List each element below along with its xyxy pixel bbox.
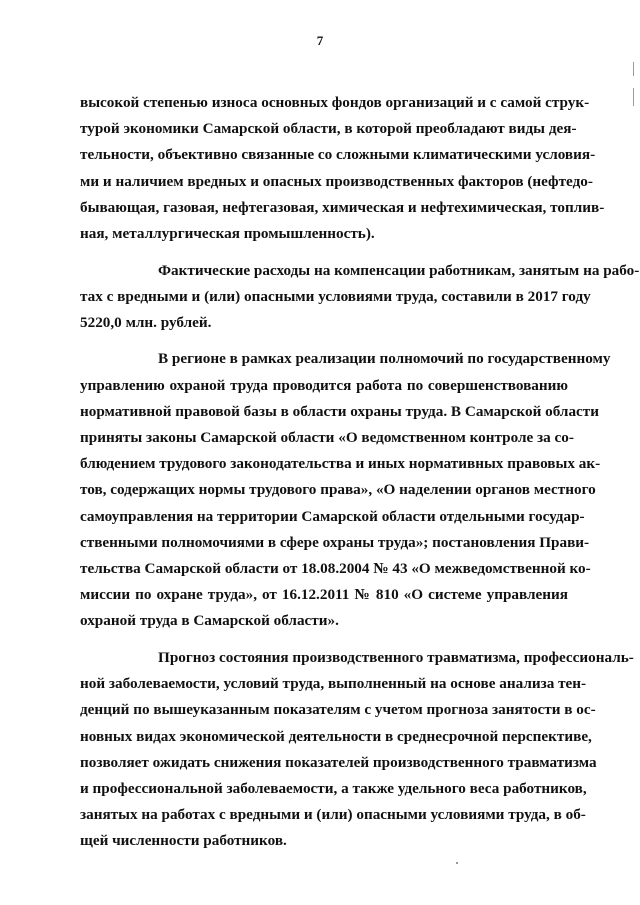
text-line: тов, содержащих нормы трудового права», «О наделении органов местного <box>80 481 596 499</box>
text-line: Фактические расходы на компенсации работникам, занятым на рабо- <box>158 261 640 279</box>
scan-speck <box>456 862 458 864</box>
text-line: охраной труда в Самарской области». <box>80 612 339 630</box>
text-line: ственными полномочиями в сфере охраны труда»; постановления Прави- <box>80 533 590 551</box>
text-line: блюдением трудового законодательства и иных нормативных правовых ак- <box>80 455 601 473</box>
paragraph <box>80 258 640 337</box>
text-line: миссии по охране труда», от 16.12.2011 № 810 «О системе управления <box>80 586 568 604</box>
text-line: Прогноз состояния производственного травматизма, профессиональ- <box>158 648 634 666</box>
body-text <box>80 90 640 865</box>
text-line: самоуправления на территории Самарской области отдельными государ- <box>80 507 585 525</box>
text-line: ная, металлургическая промышленность). <box>80 225 375 243</box>
text-line: ми и наличием вредных и опасных производственных факторов (нефтедо- <box>80 172 593 190</box>
text-line: высокой степенью износа основных фондов организаций и с самой струк- <box>80 94 590 111</box>
paragraph <box>80 346 611 634</box>
paragraph <box>80 90 605 247</box>
text-line: тельности, объективно связанные со сложными климатическими условия- <box>80 146 596 164</box>
text-line: и профессиональной заболеваемости, а также удельного веса работников, <box>80 779 587 797</box>
text-line: приняты законы Самарской области «О ведомственном контроле за со- <box>80 429 574 447</box>
text-line: новных видах экономической деятельности в среднесрочной перспективе, <box>80 727 592 745</box>
scan-edge-mark <box>633 62 634 76</box>
text-line: В регионе в рамках реализации полномочий по государственному <box>158 350 611 368</box>
text-line: управлению охраной труда проводится работа по совершенствованию <box>80 376 568 394</box>
page-number: 7 <box>316 33 324 48</box>
text-line: занятых на работах с вредными и (или) опасными условиями труда, в об- <box>80 806 586 824</box>
text-line: 5220,0 млн. рублей. <box>80 313 212 331</box>
text-line: позволяет ожидать снижения показателей производственного травматизма <box>80 753 597 771</box>
paragraph <box>80 645 634 855</box>
text-line: бывающая, газовая, нефтегазовая, химическая и нефтехимическая, топлив- <box>80 198 605 216</box>
text-line: тах с вредными и (или) опасными условиями труда, составили в 2017 году <box>80 287 591 305</box>
text-line: нормативной правовой базы в области охраны труда. В Самарской области <box>80 402 599 420</box>
text-line: турой экономики Самарской области, в которой преобладают виды дея- <box>80 120 577 138</box>
scan-edge-mark <box>633 88 634 106</box>
text-line: ной заболеваемости, условий труда, выполненный на основе анализа тен- <box>80 675 587 693</box>
text-line: тельства Самарской области от 18.08.2004 № 43 «О межведомственной ко- <box>80 560 591 578</box>
text-line: щей численности работников. <box>80 832 287 850</box>
text-line: денций по вышеуказанным показателям с учетом прогноза занятости в ос- <box>80 701 596 719</box>
